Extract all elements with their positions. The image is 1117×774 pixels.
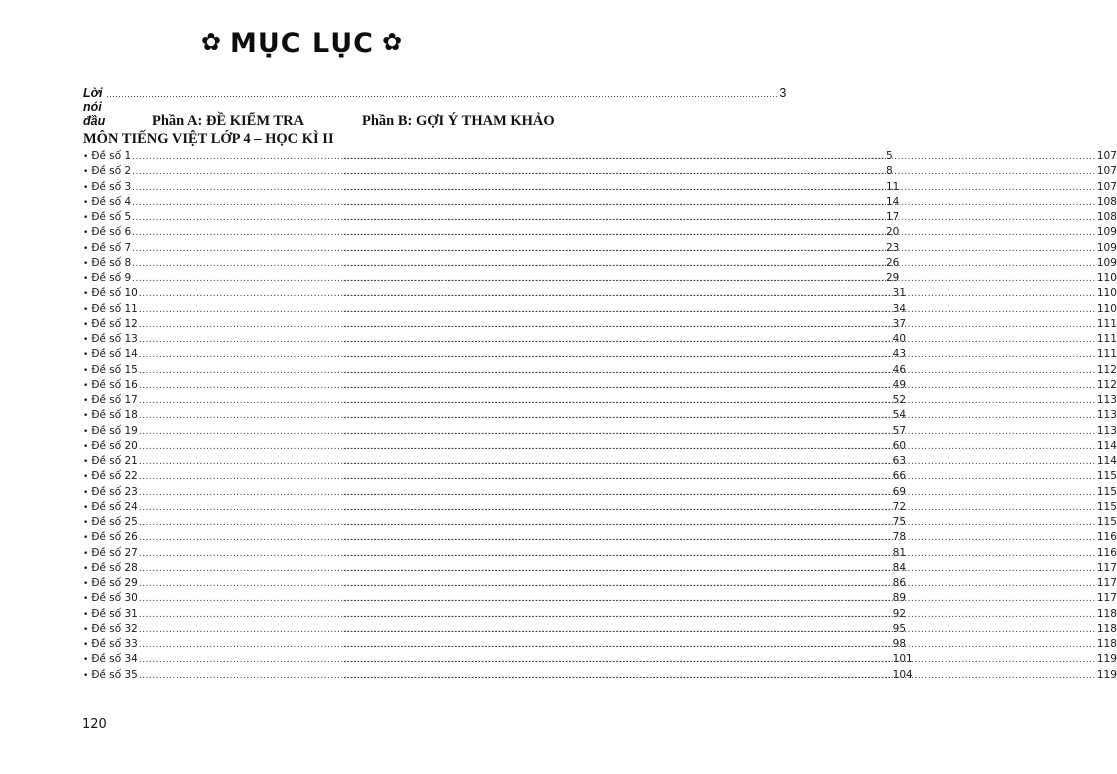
part-b-column	[342, 592, 1117, 604]
bullet-icon: •	[83, 167, 89, 178]
part-b-page: 116	[1096, 531, 1117, 544]
part-b-page: 117	[1096, 561, 1117, 574]
part-b-column	[342, 608, 1117, 620]
part-b-column	[342, 653, 1117, 665]
part-b-column	[342, 272, 1117, 284]
part-b-page: 110	[1096, 302, 1117, 315]
part-b-page: 111	[1096, 333, 1117, 345]
part-b-column	[342, 440, 1117, 452]
entry-label: Đề số 19	[91, 424, 138, 437]
toc-entry[interactable]	[83, 195, 1117, 211]
part-a-column	[83, 439, 907, 452]
part-a-page: 60	[892, 439, 907, 452]
toc-entry[interactable]	[83, 348, 1117, 363]
part-a-page: 34	[892, 302, 907, 315]
entry-label: Đề số 35	[91, 668, 138, 681]
dot-leader	[343, 668, 1096, 681]
entry-label: Đề số 34	[91, 653, 138, 666]
entry-label: Đề số 20	[91, 439, 138, 452]
part-a-column	[83, 531, 907, 544]
part-b-page: 107	[1096, 150, 1117, 162]
part-b-page: 110	[1096, 287, 1117, 300]
part-a-page: 54	[892, 409, 907, 422]
entry-label: Đề số 5	[91, 211, 132, 223]
entry-label: Đề số 32	[91, 622, 138, 635]
dot-leader	[343, 335, 1096, 345]
part-b-page: 119	[1096, 653, 1117, 666]
dot-leader	[343, 378, 1096, 391]
bullet-icon: •	[83, 670, 89, 681]
entry-label: Đề số 1	[91, 150, 132, 162]
entry-label: Đề số 4	[91, 195, 132, 208]
part-a-page: 14	[886, 195, 900, 208]
bullet-icon: •	[83, 594, 89, 605]
dot-leader	[343, 152, 1096, 162]
toc-entry[interactable]	[83, 424, 1117, 440]
part-a-page: 52	[892, 394, 907, 406]
entry-label: Đề số 17	[91, 394, 138, 406]
bullet-icon: •	[83, 563, 89, 574]
dot-leader	[343, 485, 1096, 498]
bullet-icon: •	[83, 365, 89, 376]
toc-entry[interactable]	[83, 226, 1117, 241]
part-b-page: 111	[1096, 348, 1117, 361]
toc-entry[interactable]	[83, 317, 1117, 333]
entry-label: Đề số 9	[91, 272, 132, 284]
entry-label: Đề số 6	[91, 226, 132, 239]
part-b-column	[342, 501, 1117, 513]
part-b-page: 116	[1096, 546, 1117, 559]
part-a-column	[83, 378, 907, 391]
toc-entry[interactable]	[83, 546, 1117, 562]
entry-label: Đề số 10	[91, 287, 138, 300]
part-b-column	[342, 165, 1117, 177]
part-b-page: 107	[1096, 165, 1117, 178]
dot-leader	[343, 518, 1096, 528]
dot-leader	[343, 195, 1096, 208]
part-a-page: 84	[892, 561, 907, 574]
preface-page: 3	[779, 86, 787, 100]
part-a-page: 57	[892, 424, 907, 437]
part-b-column	[342, 364, 1117, 376]
bullet-icon: •	[83, 319, 89, 330]
toc-entry[interactable]	[83, 165, 1117, 180]
part-a-column	[83, 195, 900, 208]
part-b-column	[342, 623, 1117, 635]
part-b-page: 114	[1096, 455, 1117, 467]
part-b-page: 115	[1096, 500, 1117, 513]
dot-leader	[343, 289, 1096, 299]
part-a-page: 40	[892, 333, 907, 345]
part-b-page: 113	[1096, 424, 1117, 437]
part-a-column	[83, 409, 907, 422]
part-a-page: 49	[892, 378, 907, 391]
toc-list	[83, 150, 1117, 684]
dot-leader	[343, 241, 1096, 254]
entry-label: Đề số 25	[91, 516, 138, 528]
dot-leader	[343, 533, 1096, 543]
bullet-icon: •	[83, 411, 89, 422]
dot-leader	[343, 424, 1096, 437]
page-title	[0, 28, 604, 59]
part-a-heading: Phần A: ĐỀ KIỂM TRA	[152, 113, 305, 129]
part-a-page: 86	[892, 577, 907, 589]
bullet-icon: •	[83, 487, 89, 498]
part-b-column	[342, 287, 1117, 299]
flower-icon: ✿	[381, 28, 404, 56]
toc-entry[interactable]	[83, 516, 1117, 531]
part-b-column	[342, 348, 1117, 360]
dot-leader	[343, 594, 1096, 604]
part-a-column	[83, 333, 907, 345]
entry-label: Đề số 21	[91, 455, 138, 467]
entry-label: Đề số 18	[91, 409, 138, 422]
dot-leader	[343, 180, 1096, 193]
toc-entry[interactable]	[83, 561, 1117, 577]
entry-label: Đề số 16	[91, 378, 138, 391]
bullet-icon: •	[83, 304, 89, 315]
part-b-column	[342, 318, 1117, 330]
toc-entry[interactable]	[83, 577, 1117, 592]
bullet-icon: •	[83, 258, 89, 269]
entry-label: Đề số 22	[91, 470, 138, 483]
toc-entry[interactable]	[83, 455, 1117, 470]
dot-leader	[343, 457, 1096, 467]
bullet-icon: •	[83, 243, 89, 254]
part-b-column	[342, 211, 1117, 223]
part-b-column	[342, 303, 1117, 315]
part-b-page: 108	[1096, 195, 1117, 208]
entry-label: Đề số 31	[91, 607, 138, 620]
part-b-page: 107	[1096, 180, 1117, 193]
part-b-column	[342, 394, 1117, 406]
part-b-column	[342, 577, 1117, 589]
part-b-column	[342, 181, 1117, 193]
dot-leader	[343, 411, 1096, 421]
part-b-page: 113	[1096, 394, 1117, 406]
part-a-column	[83, 592, 907, 605]
bullet-icon: •	[83, 609, 89, 620]
dot-leader	[343, 439, 1096, 452]
part-a-page: 31	[892, 287, 907, 300]
bullet-icon: •	[83, 624, 89, 635]
dot-leader	[343, 213, 1096, 223]
part-b-page: 109	[1096, 256, 1117, 269]
bullet-icon: •	[83, 441, 89, 452]
part-b-page: 115	[1096, 470, 1117, 483]
preface-label: Lời nói đầu	[83, 86, 106, 128]
toc-entry[interactable]	[83, 256, 1117, 272]
entry-label: Đề số 27	[91, 546, 138, 559]
entry-label: Đề số 8	[91, 256, 132, 269]
dot-leader	[343, 607, 1096, 620]
part-a-column	[83, 394, 907, 406]
part-a-column	[83, 150, 893, 162]
bullet-icon: •	[83, 518, 89, 528]
part-a-column	[83, 622, 907, 635]
toc-entry[interactable]	[83, 211, 1117, 226]
part-a-page: 81	[892, 546, 907, 559]
toc-entry[interactable]	[83, 622, 1117, 638]
part-a-column	[83, 668, 913, 681]
part-a-column	[83, 317, 907, 330]
bullet-icon: •	[83, 228, 89, 239]
toc-entry[interactable]	[83, 363, 1117, 379]
toc-entry[interactable]	[83, 470, 1117, 485]
flower-icon: ✿	[200, 28, 223, 56]
part-a-column	[83, 287, 907, 300]
entry-label: Đề số 13	[91, 333, 138, 345]
part-b-column	[342, 455, 1117, 467]
part-b-page: 117	[1096, 592, 1117, 605]
toc-entry[interactable]	[83, 150, 1117, 165]
dot-leader	[343, 640, 1096, 650]
part-a-column	[83, 607, 907, 620]
bullet-icon: •	[83, 548, 89, 559]
toc-entry[interactable]	[83, 439, 1117, 455]
entry-label: Đề số 30	[91, 592, 138, 605]
toc-entry[interactable]	[83, 180, 1117, 196]
part-a-column	[83, 226, 900, 239]
dot-leader	[343, 396, 1096, 406]
part-a-page: 63	[892, 455, 907, 467]
toc-entry[interactable]	[83, 241, 1117, 257]
bullet-icon: •	[83, 640, 89, 650]
dot-leader	[343, 546, 1096, 559]
part-a-column	[83, 363, 907, 376]
part-a-column	[83, 272, 900, 284]
dot-leader	[343, 256, 1096, 269]
part-a-page: 89	[892, 592, 907, 605]
entry-label: Đề số 15	[91, 363, 138, 376]
part-a-page: 37	[892, 317, 907, 330]
dot-leader	[343, 579, 1096, 589]
bullet-icon: •	[83, 426, 89, 437]
entry-label: Đề số 12	[91, 317, 138, 330]
part-a-page: 11	[886, 180, 900, 193]
part-b-page: 109	[1096, 226, 1117, 239]
part-a-column	[83, 546, 907, 559]
page-title-text: MỤC LỤC	[230, 28, 374, 59]
part-b-page: 115	[1096, 516, 1117, 528]
part-b-column	[342, 150, 1117, 162]
part-b-page: 114	[1096, 439, 1117, 452]
part-b-column	[342, 226, 1117, 238]
part-a-column	[83, 165, 893, 178]
part-a-column	[83, 500, 907, 513]
part-a-page: 101	[892, 653, 913, 666]
entry-label: Đề số 3	[91, 180, 132, 193]
part-a-column	[83, 180, 900, 193]
part-a-page: 23	[886, 241, 900, 254]
dot-leader	[343, 363, 1096, 376]
dot-leader	[343, 167, 1096, 177]
bullet-icon: •	[83, 655, 89, 666]
part-a-page: 8	[886, 165, 893, 178]
part-b-page: 108	[1096, 211, 1117, 223]
part-a-column	[83, 516, 907, 528]
entry-label: Đề số 28	[91, 561, 138, 574]
toc-entry[interactable]	[83, 333, 1117, 348]
toc-entry[interactable]	[83, 394, 1117, 409]
part-a-column	[83, 455, 907, 467]
toc-entry[interactable]	[83, 378, 1117, 394]
part-b-page: 109	[1096, 241, 1117, 254]
toc-entry[interactable]	[83, 409, 1117, 424]
toc-entry[interactable]	[83, 607, 1117, 623]
toc-entry[interactable]	[83, 485, 1117, 501]
part-a-page: 66	[892, 470, 907, 483]
part-a-column	[83, 638, 907, 650]
toc-entry[interactable]	[83, 287, 1117, 302]
bullet-icon: •	[83, 472, 89, 483]
entry-label: Đề số 2	[91, 165, 132, 178]
bullet-icon: •	[83, 289, 89, 300]
bullet-icon: •	[83, 533, 89, 544]
bullet-icon: •	[83, 197, 89, 208]
page-number: 120	[82, 717, 107, 732]
bullet-icon: •	[83, 579, 89, 589]
toc-entry[interactable]	[83, 272, 1117, 287]
part-b-page: 111	[1096, 317, 1117, 330]
bullet-icon: •	[83, 213, 89, 223]
entry-label: Đề số 11	[91, 302, 138, 315]
part-b-column	[342, 470, 1117, 482]
toc-entry[interactable]	[83, 638, 1117, 653]
part-b-page: 118	[1096, 622, 1117, 635]
part-a-column	[83, 653, 913, 666]
part-a-page: 17	[886, 211, 900, 223]
part-b-column	[342, 531, 1117, 543]
bullet-icon: •	[83, 182, 89, 193]
dot-leader	[343, 302, 1096, 315]
part-b-page: 110	[1096, 272, 1117, 284]
toc-entry[interactable]	[83, 592, 1117, 607]
part-b-page: 115	[1096, 485, 1117, 498]
part-b-heading: Phần B: GỢI Ý THAM KHẢO	[362, 113, 555, 129]
bullet-icon: •	[83, 380, 89, 391]
part-b-page: 112	[1096, 378, 1117, 391]
part-b-column	[342, 333, 1117, 345]
entry-label: Đề số 26	[91, 531, 138, 544]
part-b-column	[342, 486, 1117, 498]
part-a-page: 46	[892, 363, 907, 376]
dot-leader	[343, 274, 1096, 284]
part-a-page: 20	[886, 226, 900, 239]
part-a-page: 43	[892, 348, 907, 361]
part-a-column	[83, 470, 907, 483]
part-a-page: 104	[892, 668, 913, 681]
part-b-column	[342, 257, 1117, 269]
bullet-icon: •	[83, 350, 89, 361]
bullet-icon: •	[83, 396, 89, 406]
part-a-page: 5	[886, 150, 893, 162]
part-a-page: 78	[892, 531, 907, 544]
part-a-column	[83, 577, 907, 589]
toc-entry[interactable]	[83, 302, 1117, 318]
part-a-page: 92	[892, 607, 907, 620]
part-b-column	[342, 196, 1117, 208]
dot-leader	[343, 500, 1096, 513]
part-a-page: 75	[892, 516, 907, 528]
entry-label: Đề số 7	[91, 241, 132, 254]
bullet-icon: •	[83, 152, 89, 162]
part-b-page: 119	[1096, 668, 1117, 681]
part-a-page: 95	[892, 622, 907, 635]
part-b-column	[342, 516, 1117, 528]
part-b-column	[342, 425, 1117, 437]
part-a-page: 29	[886, 272, 900, 284]
dot-leader	[343, 655, 1096, 665]
part-a-column	[83, 424, 907, 437]
toc-entry[interactable]	[83, 531, 1117, 546]
toc-entry[interactable]	[83, 500, 1117, 516]
part-b-page: 112	[1096, 363, 1117, 376]
part-a-page: 98	[892, 638, 907, 650]
entry-label: Đề số 29	[91, 577, 138, 589]
dot-leader	[106, 89, 778, 99]
toc-entry[interactable]	[83, 653, 1117, 668]
toc-entry[interactable]	[83, 668, 1117, 684]
entry-label: Đề số 24	[91, 500, 138, 513]
bullet-icon: •	[83, 274, 89, 284]
part-a-page: 72	[892, 500, 907, 513]
bullet-icon: •	[83, 502, 89, 513]
part-a-column	[83, 485, 907, 498]
part-a-page: 69	[892, 485, 907, 498]
part-b-column	[342, 242, 1117, 254]
part-b-column	[342, 562, 1117, 574]
dot-leader	[343, 472, 1096, 482]
part-b-page: 118	[1096, 638, 1117, 650]
part-b-column	[342, 547, 1117, 559]
part-b-page: 118	[1096, 607, 1117, 620]
part-b-page: 113	[1096, 409, 1117, 422]
bullet-icon: •	[83, 335, 89, 345]
part-a-column	[83, 211, 900, 223]
entry-label: Đề số 33	[91, 638, 138, 650]
part-a-column	[83, 241, 900, 254]
part-a-column	[83, 256, 900, 269]
part-a-page: 26	[886, 256, 900, 269]
bullet-icon: •	[83, 457, 89, 467]
part-a-column	[83, 348, 907, 361]
part-a-column	[83, 302, 907, 315]
part-b-column	[342, 409, 1117, 421]
part-b-column	[342, 669, 1117, 681]
dot-leader	[343, 350, 1096, 360]
dot-leader	[343, 228, 1096, 238]
part-a-subheading: MÔN TIẾNG VIỆT LỚP 4 – HỌC KÌ II	[83, 131, 334, 147]
part-b-page: 117	[1096, 577, 1117, 589]
dot-leader	[343, 561, 1096, 574]
part-b-column	[342, 638, 1117, 650]
part-b-column	[342, 379, 1117, 391]
dot-leader	[343, 317, 1096, 330]
dot-leader	[343, 622, 1096, 635]
entry-label: Đề số 14	[91, 348, 138, 361]
entry-label: Đề số 23	[91, 485, 138, 498]
part-a-column	[83, 561, 907, 574]
